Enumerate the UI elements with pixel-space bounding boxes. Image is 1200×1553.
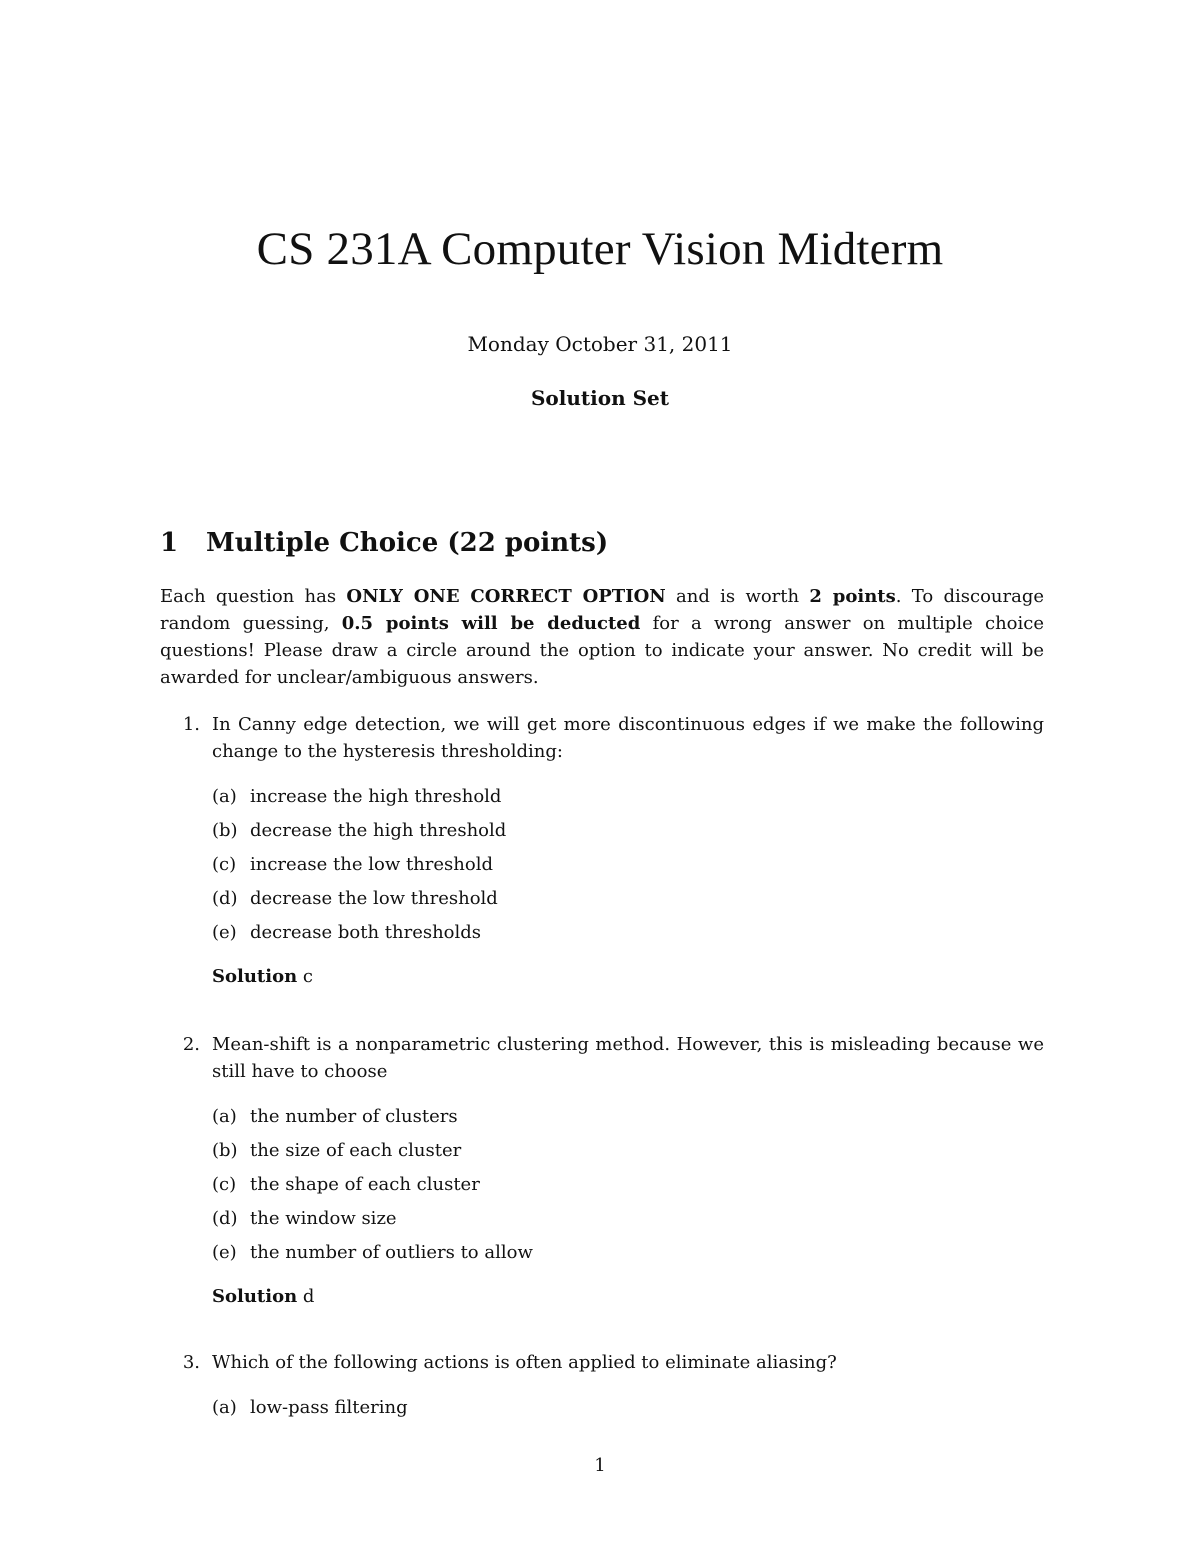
option-item[interactable]: [212, 1168, 1044, 1202]
option-text: decrease the low threshold: [250, 888, 498, 909]
option-item[interactable]: [212, 916, 1044, 950]
option-text: increase the low threshold: [250, 854, 493, 875]
option-label: (d): [212, 888, 238, 909]
option-item[interactable]: [212, 814, 1044, 848]
option-text: low-pass filtering: [250, 1397, 408, 1418]
option-item[interactable]: [212, 1202, 1044, 1236]
option-item[interactable]: [212, 882, 1044, 916]
option-text: decrease the high threshold: [250, 820, 507, 841]
document-subtitle: Solution Set: [530, 386, 669, 410]
option-item[interactable]: [212, 848, 1044, 882]
solution-label: Solution: [212, 1286, 298, 1307]
option-text: increase the high threshold: [250, 786, 502, 807]
option-label: (e): [212, 922, 237, 943]
instructions-emphasis: 2 points: [809, 586, 896, 607]
instructions-emphasis: 0.5 points will be deducted: [341, 613, 641, 634]
option-text: the number of clusters: [250, 1106, 458, 1127]
exam-date: Monday October 31, 2011: [467, 332, 733, 356]
question-3: [160, 1349, 1044, 1425]
option-label: (a): [212, 1106, 237, 1127]
option-text: the size of each cluster: [250, 1140, 462, 1161]
question-text: In Canny edge detection, we will get more discontinuous edges if we make the following change to the hysteresis thresholding:: [212, 714, 1044, 762]
option-label: (b): [212, 820, 238, 841]
option-item[interactable]: [212, 1134, 1044, 1168]
section-heading: [160, 528, 608, 558]
option-text: the shape of each cluster: [250, 1174, 480, 1195]
option-text: the window size: [250, 1208, 397, 1229]
question-number: 2.: [182, 1034, 200, 1055]
option-item[interactable]: [212, 1100, 1044, 1134]
option-label: (c): [212, 854, 237, 875]
instructions-text: Each question has: [160, 586, 347, 607]
option-list: [212, 780, 1044, 950]
option-item[interactable]: [212, 1391, 1044, 1425]
option-label: (c): [212, 1174, 237, 1195]
page-number: 1: [594, 1455, 606, 1476]
document-title: CS 231A Computer Vision Midterm: [256, 223, 944, 275]
instructions-emphasis: ONLY ONE CORRECT OPTION: [346, 586, 666, 607]
section-title: Multiple Choice (22 points): [206, 528, 609, 558]
option-label: (a): [212, 1397, 237, 1418]
option-label: (e): [212, 1242, 237, 1263]
instructions-text: for a wrong answer on multiple choice questions! Please draw a circle around the option to indicate your answer. No credit will be awarded for unclear/ambiguous answers.: [160, 613, 1045, 688]
instructions-text: and is worth: [665, 586, 810, 607]
option-text: decrease both thresholds: [250, 922, 482, 943]
solution: [212, 1282, 1044, 1312]
question-2: [160, 1031, 1044, 1312]
question-number: 3.: [182, 1352, 200, 1373]
option-item[interactable]: [212, 1236, 1044, 1270]
solution-label: Solution: [212, 966, 298, 987]
section-number: 1: [160, 528, 179, 558]
question-number: 1.: [182, 714, 200, 735]
instructions-text: . To discourage random guessing,: [160, 586, 1045, 634]
solution-value: c: [302, 966, 314, 987]
option-list: [212, 1100, 1044, 1270]
solution: [212, 962, 1044, 992]
question-text: Which of the following actions is often applied to eliminate aliasing?: [212, 1352, 837, 1373]
option-label: (d): [212, 1208, 238, 1229]
section-instructions: [160, 583, 1044, 691]
option-item[interactable]: [212, 780, 1044, 814]
option-text: the number of outliers to allow: [250, 1242, 533, 1263]
option-label: (b): [212, 1140, 238, 1161]
question-text: Mean-shift is a nonparametric clustering method. However, this is misleading because we still have to choose: [212, 1034, 1044, 1082]
option-label: (a): [212, 786, 237, 807]
option-list: [212, 1391, 1044, 1425]
solution-value: d: [302, 1286, 315, 1307]
question-1: [160, 711, 1044, 992]
